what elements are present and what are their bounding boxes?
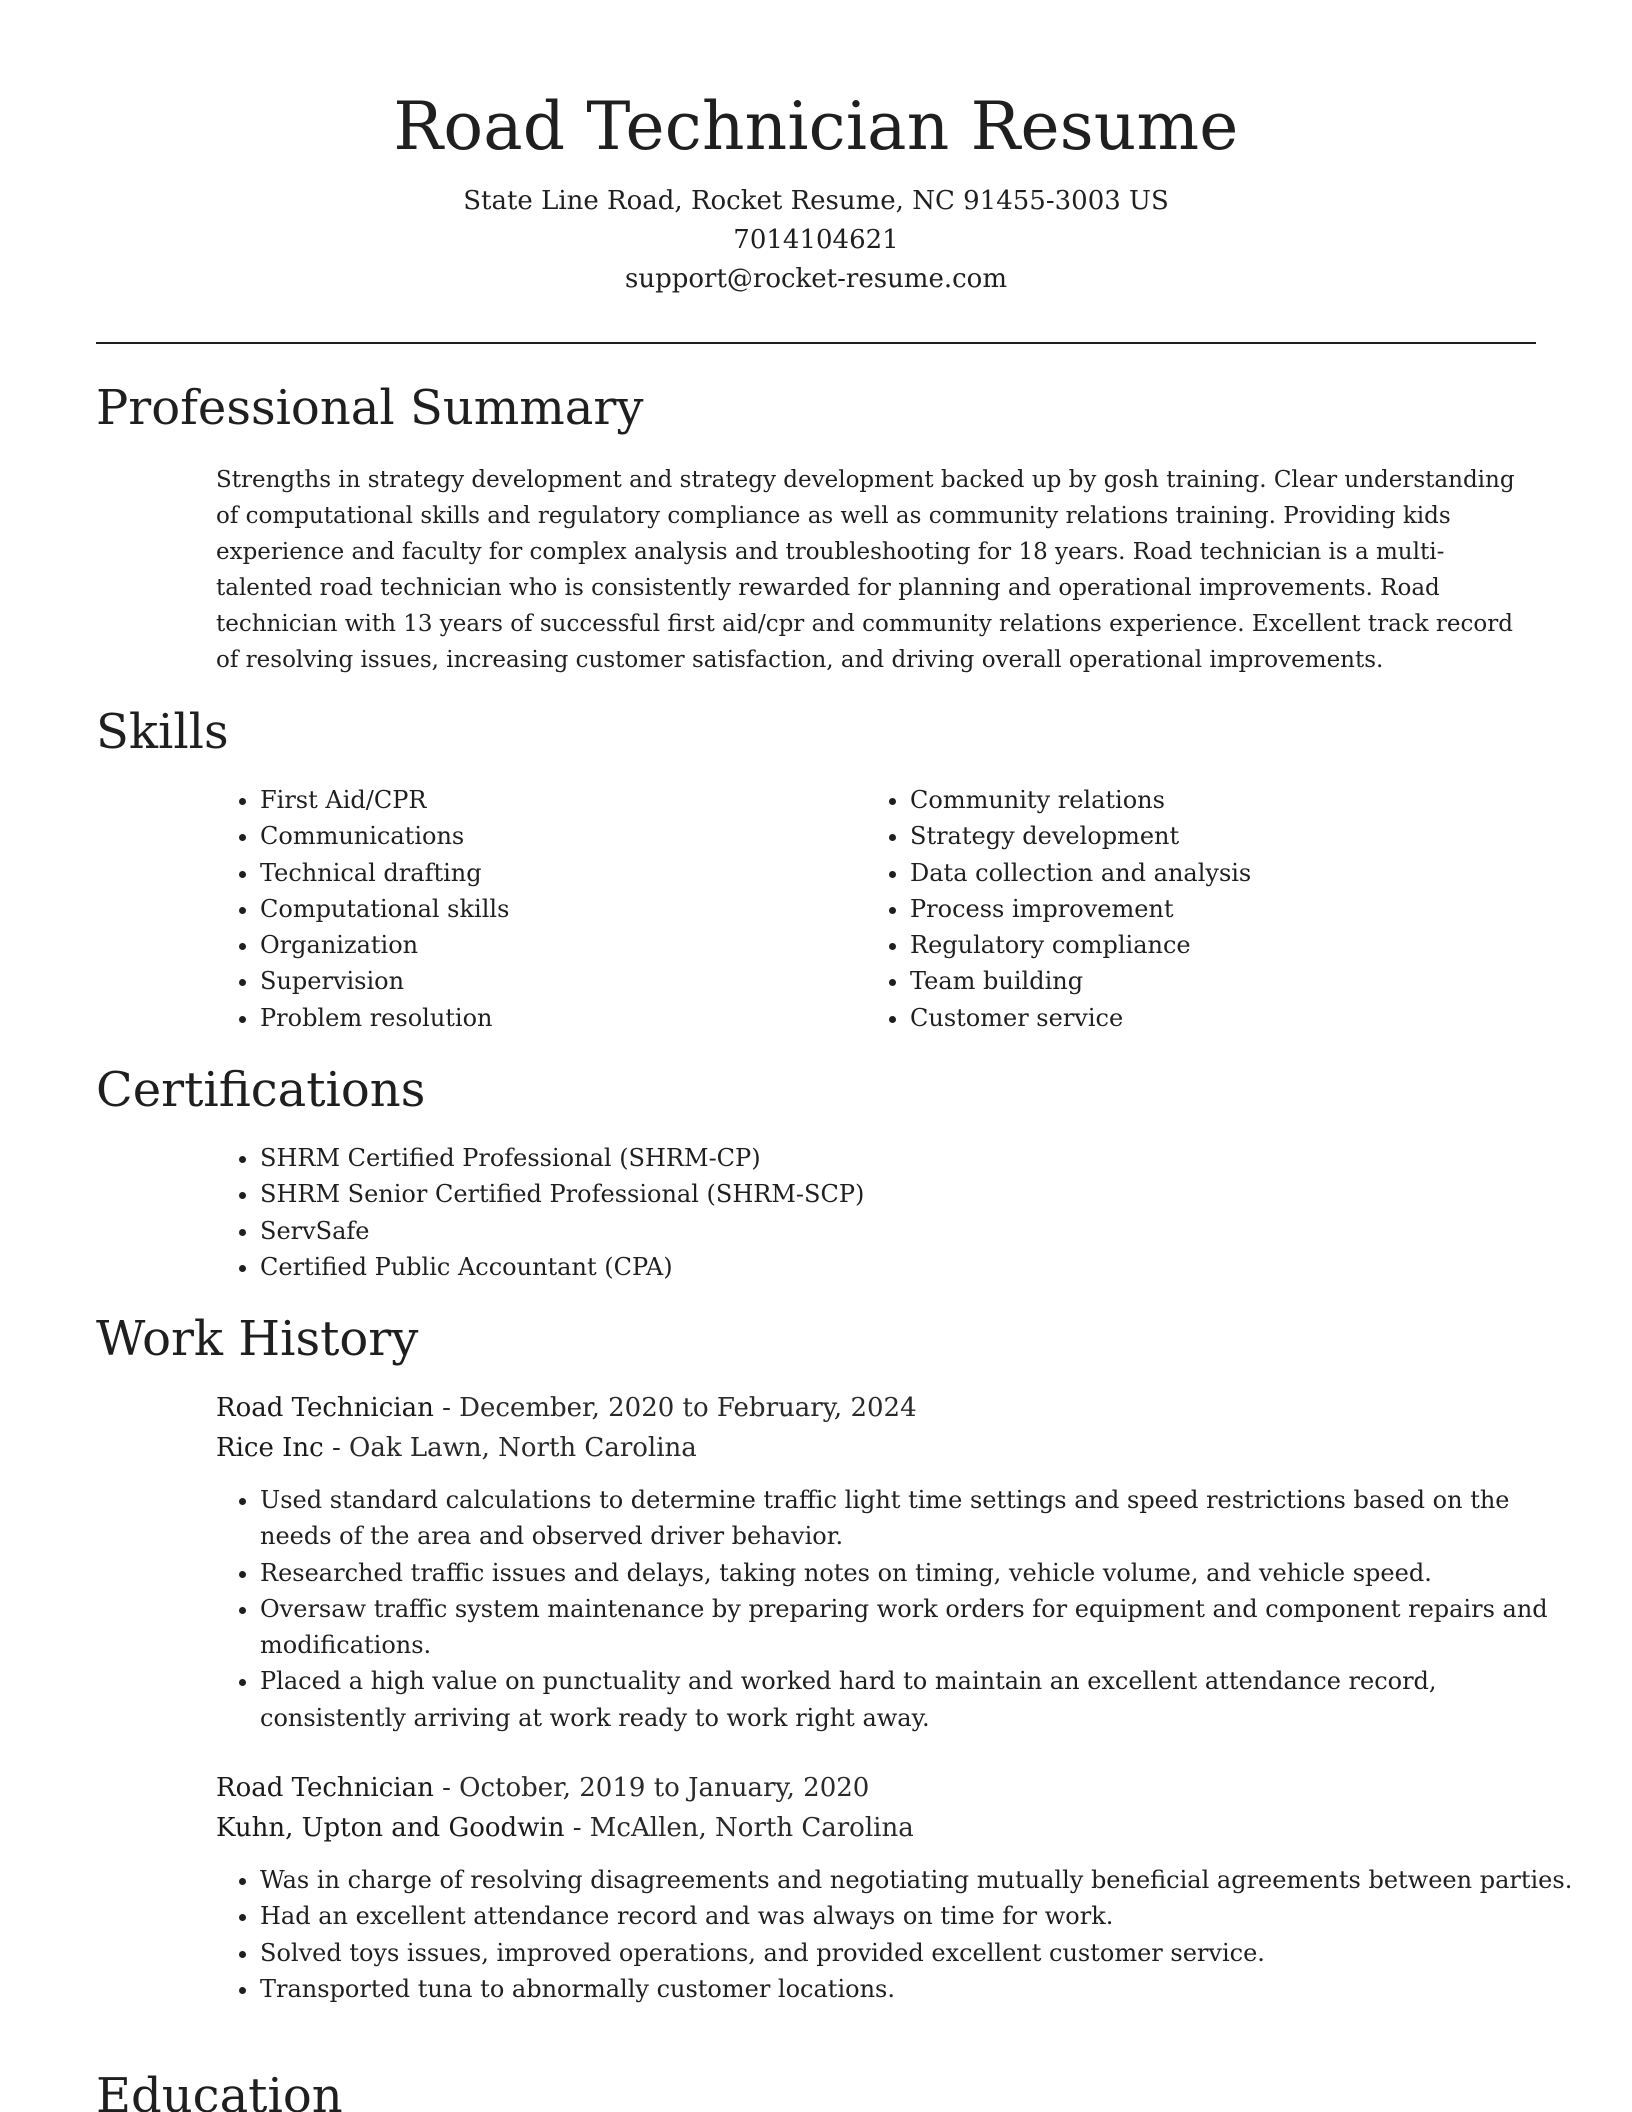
job-company-line (216, 1428, 697, 1468)
skill-item: • Regulatory compliance (910, 927, 1550, 963)
duty-item: • Had an excellent attendance record and was always on time for work. (260, 1898, 1580, 1934)
skills-heading: Skills (96, 704, 229, 760)
job-title: Road Technician (216, 1773, 434, 1803)
job-dates: - December, 2020 to February, 2024 (433, 1393, 917, 1423)
skill-item: • Communications (260, 818, 860, 854)
certification-item: • SHRM Certified Professional (SHRM-CP) (260, 1140, 1580, 1176)
duty-item: • Was in charge of resolving disagreements and negotiating mutually beneficial agreements between parties. (260, 1862, 1580, 1898)
certifications-heading: Certifications (96, 1062, 426, 1118)
certification-item: • Certified Public Accountant (CPA) (260, 1249, 1580, 1285)
skills-list-right (866, 782, 1550, 1036)
skills-list-left (216, 782, 860, 1036)
skill-item: • Strategy development (910, 818, 1550, 854)
skill-item: • Team building (910, 963, 1550, 999)
job-duties-list (216, 1862, 1580, 2007)
resume-title: Road Technician Resume (393, 88, 1239, 165)
skill-item: • Process improvement (910, 891, 1550, 927)
skill-item: • Organization (260, 927, 860, 963)
job-title-line (216, 1768, 869, 1808)
job-dates: - October, 2019 to January, 2020 (433, 1773, 870, 1803)
education-heading: Education (96, 2068, 343, 2112)
summary-heading: Professional Summary (96, 380, 644, 436)
skill-item: • Problem resolution (260, 1000, 860, 1036)
duty-item: • Transported tuna to abnormally customer locations. (260, 1971, 1580, 2007)
skill-item: • Supervision (260, 963, 860, 999)
contact-address: State Line Road, Rocket Resume, NC 91455-3003 US (463, 186, 1169, 216)
certification-item: • ServSafe (260, 1213, 1580, 1249)
job-title: Road Technician (216, 1393, 434, 1423)
duty-item: • Oversaw traffic system maintenance by preparing work orders for equipment and component repairs and modifications. (260, 1591, 1580, 1664)
skill-item: • Technical drafting (260, 855, 860, 891)
certification-item: • SHRM Senior Certified Professional (SHRM-SCP) (260, 1176, 1580, 1212)
job-company: Kuhn, Upton and Goodwin (216, 1813, 565, 1843)
job-company-line (216, 1808, 914, 1848)
summary-text: Strengths in strategy development and strategy development backed up by gosh training. Clear understanding of computational skills and regulatory compliance as well as community relations training. Providing kids experience and faculty for complex analysis and troubleshooting for 18 years. Road technician is a multi-talented road technician who is consistently rewarded for planning and operational improvements. Road technician with 13 years of successful first aid/cpr and community relations experience. Excellent track record of resolving issues, increasing customer satisfaction, and driving overall operational improvements. (216, 467, 1515, 673)
job-company: Rice Inc (216, 1433, 324, 1463)
skill-item: • Data collection and analysis (910, 855, 1550, 891)
contact-email: support@rocket-resume.com (624, 264, 1007, 294)
header-divider (96, 342, 1536, 344)
work-history-heading: Work History (96, 1311, 419, 1367)
duty-item: • Used standard calculations to determine traffic light time settings and speed restrictions based on the needs of the area and observed driver behavior. (260, 1482, 1580, 1555)
resume-header (0, 82, 1632, 299)
duty-item: • Solved toys issues, improved operations, and provided excellent customer service. (260, 1935, 1580, 1971)
job-location: - Oak Lawn, North Carolina (323, 1433, 697, 1463)
skill-item: • Computational skills (260, 891, 860, 927)
job-title-line (216, 1388, 917, 1428)
certifications-list (216, 1140, 1580, 1285)
duty-item: • Researched traffic issues and delays, taking notes on timing, vehicle volume, and vehicle speed. (260, 1555, 1580, 1591)
skill-item: • First Aid/CPR (260, 782, 860, 818)
job-location: - McAllen, North Carolina (564, 1813, 914, 1843)
skill-item: • Community relations (910, 782, 1550, 818)
duty-item: • Placed a high value on punctuality and worked hard to maintain an excellent attendance record, consistently arriving at work ready to work right away. (260, 1663, 1580, 1736)
skill-item: • Customer service (910, 1000, 1550, 1036)
job-duties-list (216, 1482, 1580, 1736)
contact-phone: 7014104621 (733, 225, 899, 255)
